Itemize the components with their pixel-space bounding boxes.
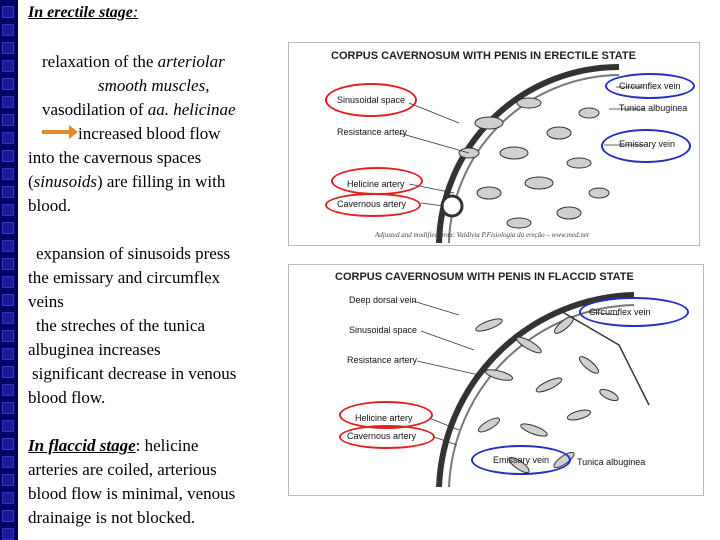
top-label-cavernous-artery: Cavernous artery [337,199,407,209]
para1-line3: vasodilation of aa. helicinae [42,100,236,119]
stripe-square [2,96,14,108]
stripe-square [2,114,14,126]
bottom-label-emissary-vein: Emissary vein [493,455,550,465]
left-decorative-stripe [0,0,18,540]
stripe-square [2,240,14,252]
red-highlight-helicine [331,167,423,195]
stripe-square [2,510,14,522]
stripe-square [2,366,14,378]
stripe-square [2,420,14,432]
top-label-resistance-artery: Resistance artery [337,127,408,137]
stripe-square [2,132,14,144]
bottom-label-helicine-artery: Helicine artery [355,413,413,423]
top-label-circumflex-vein: Circumflex vein [619,81,681,91]
para1-line2: smooth muscles, [98,76,210,95]
figure-top-credit: Adjusted and modified from: Valdivia P.Fisiologia da ereção – www.med.net [375,231,589,239]
stripe-square [2,276,14,288]
bottom-label-tunica-albuginea: Tunica albuginea [577,457,646,467]
stripe-square [2,78,14,90]
para1-line5: into the cavernous spaces [28,148,202,167]
stripe-square [2,294,14,306]
para2-line4: the streches of the tunica [36,316,205,335]
para2-line2: the emissary and circumflex [28,268,221,287]
stripe-square [2,258,14,270]
red-highlight-cavernous-bottom [339,425,435,449]
flaccid-state-figure [288,264,704,496]
stripe-square [2,150,14,162]
stripe-square [2,312,14,324]
orange-arrow-icon [42,130,70,134]
para3-line2: arteries are coiled, arterious [28,460,217,479]
bottom-label-cavernous-artery: Cavernous artery [347,431,417,441]
bottom-label-deep-dorsal-vein: Deep dorsal vein [349,295,417,305]
stripe-square [2,474,14,486]
para2-line6: significant decrease in venous [32,364,237,383]
blue-highlight-emissary [601,129,691,163]
stripe-square [2,402,14,414]
stripe-square [2,330,14,342]
flaccid-stage-heading: In flaccid stage [28,436,136,455]
para1-line7: blood. [28,196,71,215]
top-label-tunica-albuginea: Tunica albuginea [619,103,688,113]
erectile-state-figure [288,42,700,246]
blue-highlight-circumflex [605,73,695,99]
erectile-stage-heading: In erectile stage: [28,4,139,21]
red-highlight-cavernous [325,193,421,217]
top-label-sinusoidal-space: Sinusoidal space [337,95,406,105]
stripe-square [2,168,14,180]
stripe-square [2,456,14,468]
figure-bottom-title: CORPUS CAVERNOSUM WITH PENIS IN FLACCID STATE [335,271,634,283]
para1-line4: increased blood flow [78,124,221,143]
stripe-square [2,384,14,396]
stripe-square [2,24,14,36]
top-label-helicine-artery: Helicine artery [347,179,405,189]
blue-highlight-emissary-bottom [471,445,571,475]
para2-line5: albuginea increases [28,340,161,359]
bottom-label-resistance-artery: Resistance artery [347,355,418,365]
top-label-emissary-vein: Emissary vein [619,139,676,149]
para3-line1: In flaccid stage: helicine [28,436,199,455]
para2-line7: blood flow. [28,388,106,407]
stripe-square [2,6,14,18]
bottom-label-circumflex-vein: Circumflex vein [589,307,651,317]
para2-line1: expansion of sinusoids press [36,244,231,263]
stripe-square [2,438,14,450]
bottom-label-sinusoidal-space: Sinusoidal space [349,325,418,335]
blue-highlight-circumflex-bottom [579,297,689,327]
stripe-square [2,492,14,504]
stripe-square [2,222,14,234]
para1-line6: (sinusoids) are filling in with [28,172,226,191]
para2-line3: veins [28,292,64,311]
para1-line1: relaxation of the arteriolar [42,52,225,71]
figure-top-title: CORPUS CAVERNOSUM WITH PENIS IN ERECTILE STATE [331,50,636,62]
stripe-square [2,42,14,54]
stripe-square [2,186,14,198]
stripe-square [2,348,14,360]
red-highlight-sinusoidal [325,83,417,117]
para3-line4: drainaige is not blocked. [28,508,196,527]
stripe-square [2,60,14,72]
para3-line3: blood flow is minimal, venous [28,484,236,503]
stripe-square [2,204,14,216]
stripe-square [2,528,14,540]
